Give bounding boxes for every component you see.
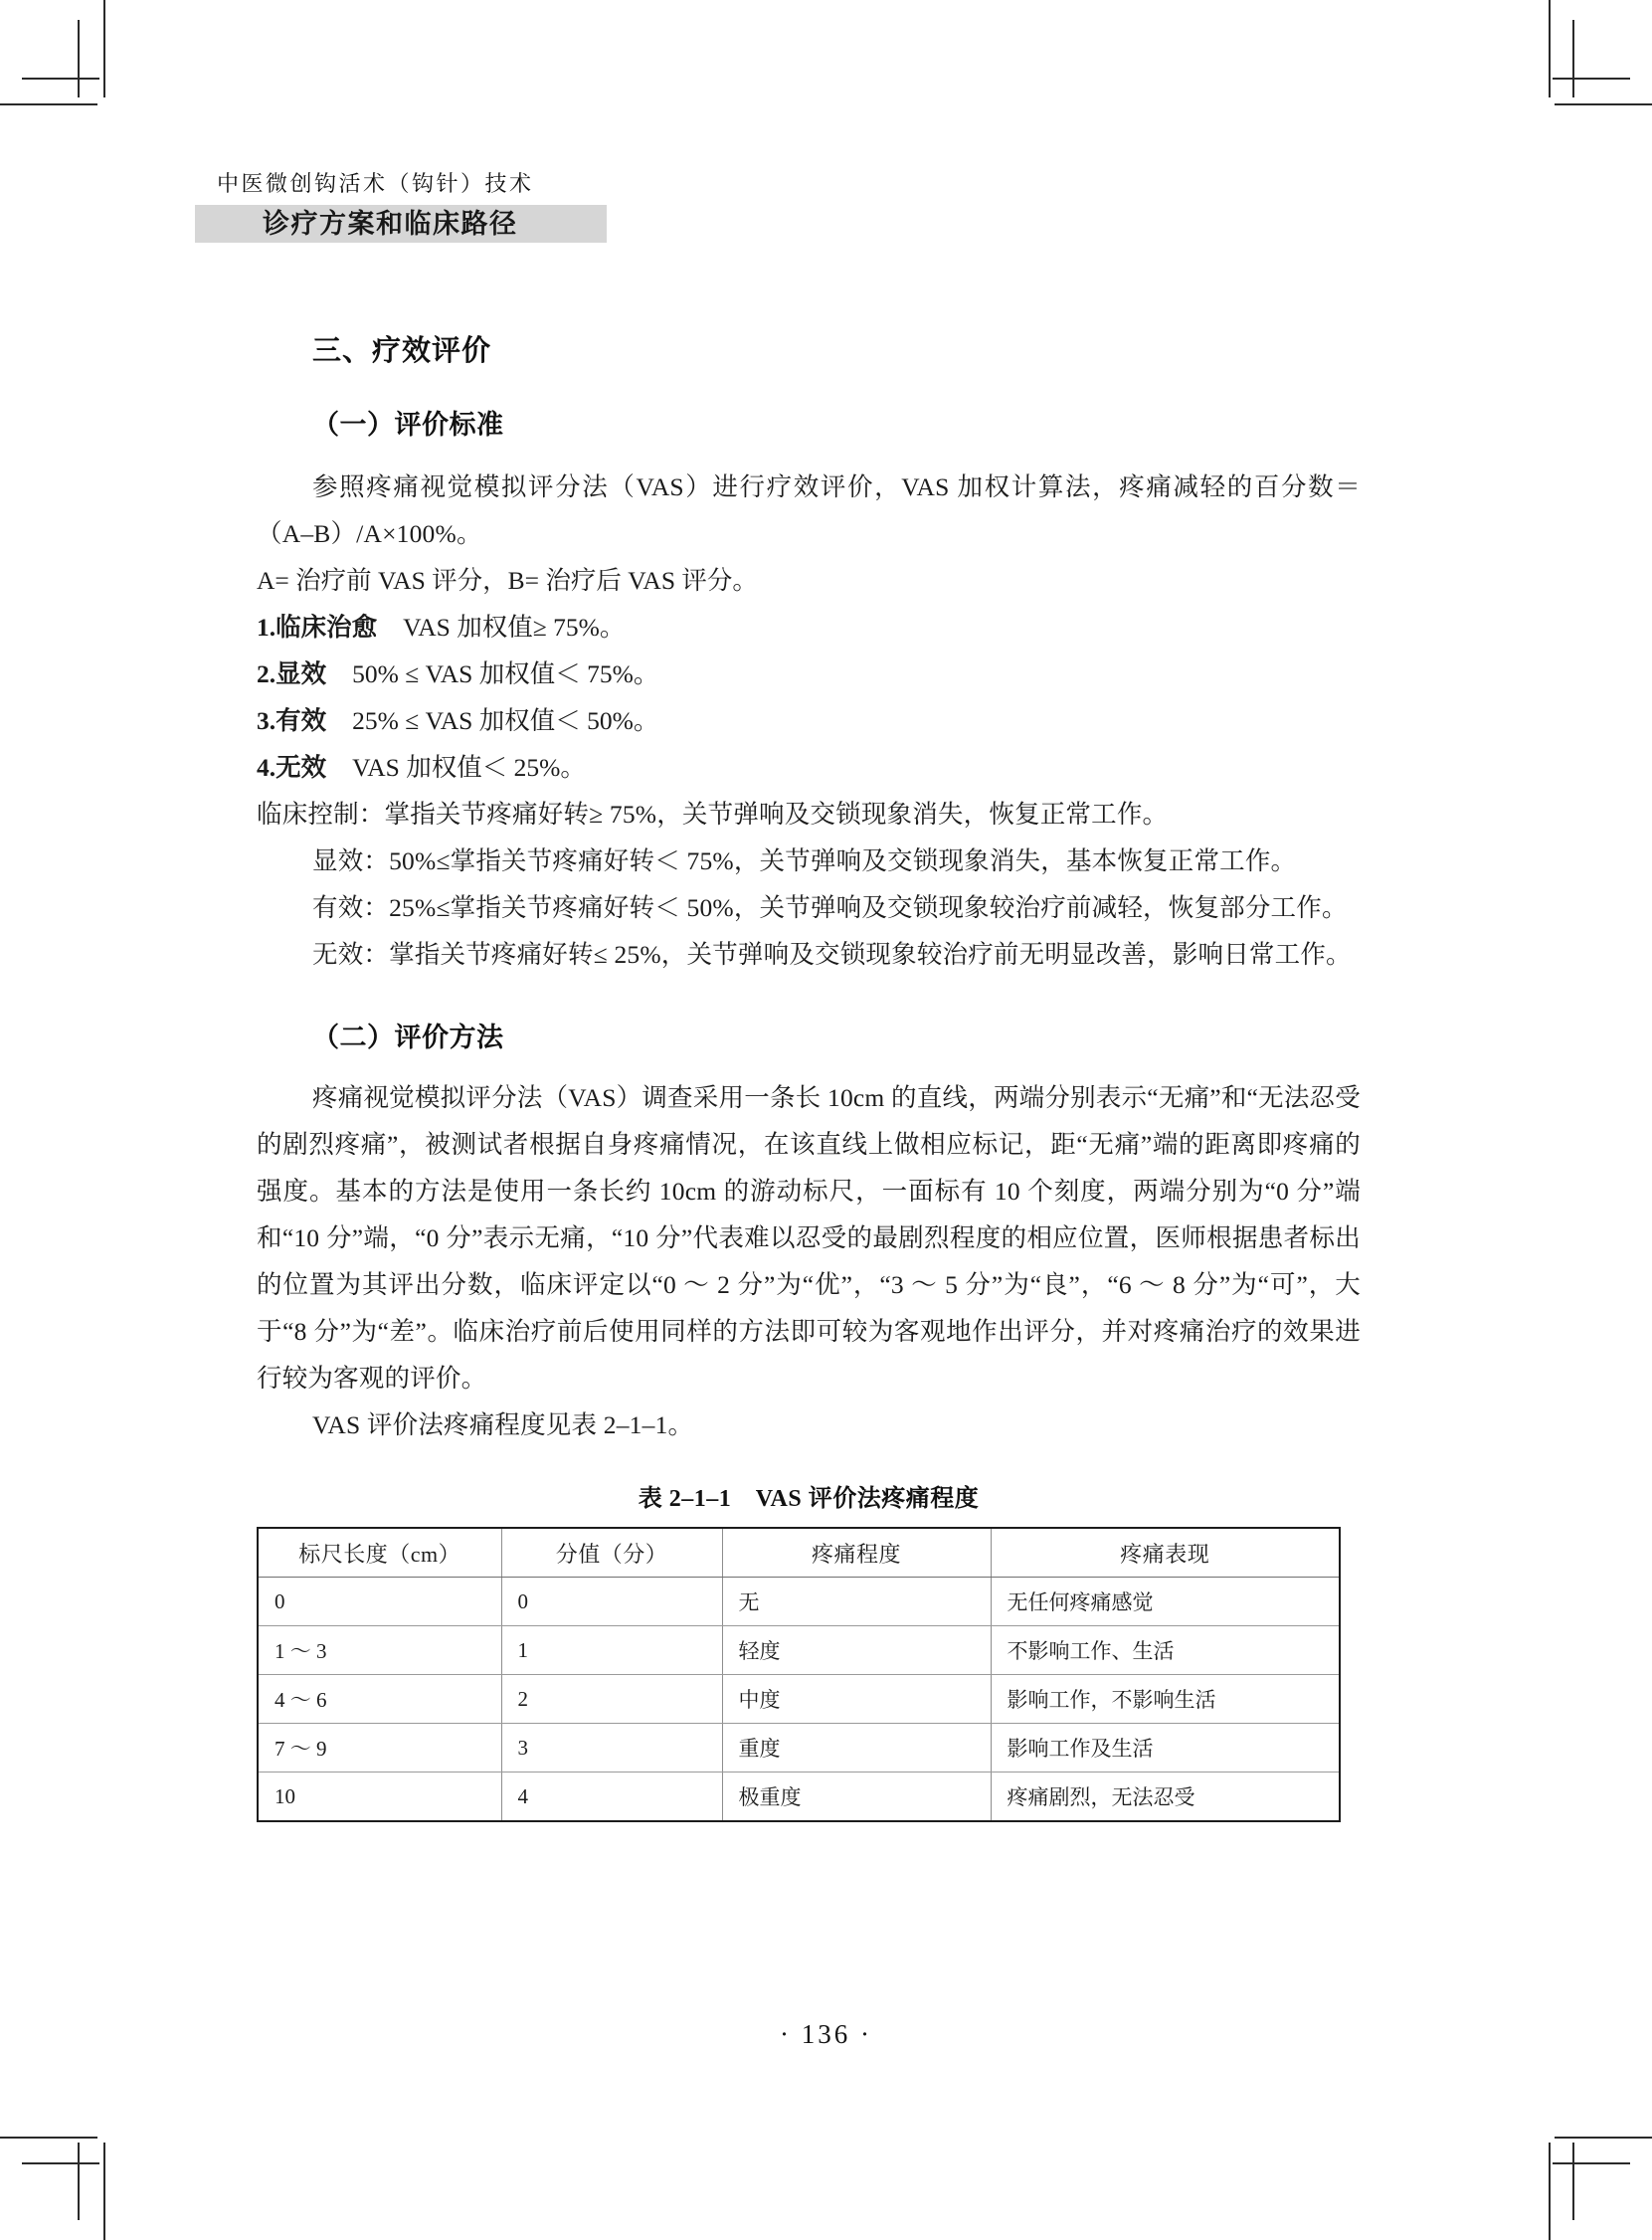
cell-pain-level: 无	[722, 1578, 991, 1626]
cell-pain-manifestation: 影响工作，不影响生活	[991, 1675, 1340, 1724]
cell-pain-manifestation: 影响工作及生活	[991, 1724, 1340, 1773]
criteria-item-2-num: 2.	[257, 659, 276, 688]
cell-score: 3	[501, 1724, 722, 1773]
criteria-item-1-value: VAS 加权值≥ 75%。	[403, 613, 626, 642]
cell-pain-manifestation: 不影响工作、生活	[991, 1626, 1340, 1675]
crop-mark-top-right	[1493, 0, 1652, 159]
paragraph-vas-method: 疼痛视觉模拟评分法（VAS）调查采用一条长 10cm 的直线，两端分别表示“无痛”和“无法忍受的剧烈疼痛”，被测试者根据自身疼痛情况，在该直线上做相应标记，距“无痛”端的距离即疼痛的强度。基本的方法是使用一条长约 10cm 的游动标尺，一面标有 10 个刻度，两端分别为“0 分”端和“10 分”端，“0 分”表示无痛，“10 分”代表难以忍受的最剧烈程度的相应位置，医师根据患者标出的位置为其评出分数，临床评定以“0 ～ 2 分”为“优”，“3 ～ 5 分”为“良”，“6 ～ 8 分”为“可”，大于“8 分”为“差”。临床治疗前后使用同样的方法即可较为客观地作出评分，并对疼痛治疗的效果进行较为客观的评价。	[257, 1083, 1361, 1393]
criteria-item-3-value: 25% ≤ VAS 加权值＜ 50%。	[352, 706, 659, 735]
running-head-book-title: 中医微创钩活术（钩针）技术	[217, 171, 534, 196]
paragraph-effective: 有效：25%≤掌指关节疼痛好转＜ 50%，关节弹响及交锁现象较治疗前减轻，恢复部分工作。	[312, 893, 1348, 922]
criteria-item-4	[257, 744, 1361, 791]
table-row	[258, 1724, 1340, 1773]
criteria-item-1	[257, 604, 1361, 651]
cell-pain-level: 轻度	[722, 1626, 991, 1675]
cell-pain-level: 极重度	[722, 1773, 991, 1822]
page-number: · 136 ·	[780, 2019, 872, 2049]
cell-scale-length: 1 ～ 3	[258, 1626, 501, 1675]
vas-pain-level-table	[257, 1527, 1341, 1822]
cell-pain-level: 重度	[722, 1724, 991, 1773]
cell-pain-manifestation: 无任何疼痛感觉	[991, 1578, 1340, 1626]
criteria-item-1-label: 临床治愈	[275, 613, 378, 642]
criteria-item-3-label: 有效	[275, 706, 327, 735]
cell-score: 4	[501, 1773, 722, 1822]
paragraph-table-reference: VAS 评价法疼痛程度见表 2–1–1。	[312, 1410, 694, 1439]
criteria-item-3	[257, 697, 1361, 744]
subsection-heading-evaluation-criteria: （一）评价标准	[312, 410, 504, 440]
paragraph-vas-formula: 参照疼痛视觉模拟评分法（VAS）进行疗效评价，VAS 加权计算法，疼痛减轻的百分数＝（A–B）/A×100%。	[257, 472, 1361, 548]
cell-scale-length: 7 ～ 9	[258, 1724, 501, 1773]
paragraph-ab-definition: A= 治疗前 VAS 评分，B= 治疗后 VAS 评分。	[257, 566, 758, 595]
running-head-band	[195, 205, 607, 243]
section-heading: 三、疗效评价	[312, 335, 492, 367]
table-header-score: 分值（分）	[501, 1528, 722, 1578]
table-header-pain-manifestation: 疼痛表现	[991, 1528, 1340, 1578]
cell-pain-level: 中度	[722, 1675, 991, 1724]
criteria-item-3-num: 3.	[257, 706, 276, 735]
table-row	[258, 1675, 1340, 1724]
cell-score: 1	[501, 1626, 722, 1675]
running-head	[195, 167, 891, 243]
table-header-row	[258, 1528, 1340, 1578]
cell-scale-length: 0	[258, 1578, 501, 1626]
crop-mark-bottom-left	[0, 2081, 159, 2240]
table-header-scale-length: 标尺长度（cm）	[258, 1528, 501, 1578]
criteria-item-1-num: 1.	[257, 613, 276, 642]
criteria-item-4-label: 无效	[275, 753, 327, 782]
table-row	[258, 1773, 1340, 1822]
criteria-item-4-value: VAS 加权值＜ 25%。	[352, 753, 586, 782]
crop-mark-bottom-right	[1493, 2081, 1652, 2240]
content-column	[257, 328, 1361, 1822]
cell-scale-length: 4 ～ 6	[258, 1675, 501, 1724]
table-caption: 表 2–1–1 VAS 评价法疼痛程度	[638, 1486, 980, 1512]
cell-score: 0	[501, 1578, 722, 1626]
table-row	[258, 1626, 1340, 1675]
criteria-item-2	[257, 651, 1361, 697]
criteria-item-2-label: 显效	[275, 659, 327, 688]
cell-score: 2	[501, 1675, 722, 1724]
cell-scale-length: 10	[258, 1773, 501, 1822]
table-header-pain-level: 疼痛程度	[722, 1528, 991, 1578]
subsection-heading-evaluation-method: （二）评价方法	[312, 1023, 504, 1052]
criteria-item-2-value: 50% ≤ VAS 加权值＜ 75%。	[352, 659, 659, 688]
cell-pain-manifestation: 疼痛剧烈，无法忍受	[991, 1773, 1340, 1822]
paragraph-ineffective: 无效：掌指关节疼痛好转≤ 25%，关节弹响及交锁现象较治疗前无明显改善，影响日常工作。	[312, 940, 1352, 969]
crop-mark-top-left	[0, 0, 159, 159]
running-head-subtitle: 诊疗方案和临床路径	[263, 209, 518, 239]
paragraph-marked-effect: 显效：50%≤掌指关节疼痛好转＜ 75%，关节弹响及交锁现象消失，基本恢复正常工作。	[312, 846, 1297, 875]
table-row	[258, 1578, 1340, 1626]
paragraph-clinical-control: 临床控制：掌指关节疼痛好转≥ 75%，关节弹响及交锁现象消失，恢复正常工作。	[257, 800, 1169, 829]
criteria-item-4-num: 4.	[257, 753, 276, 782]
